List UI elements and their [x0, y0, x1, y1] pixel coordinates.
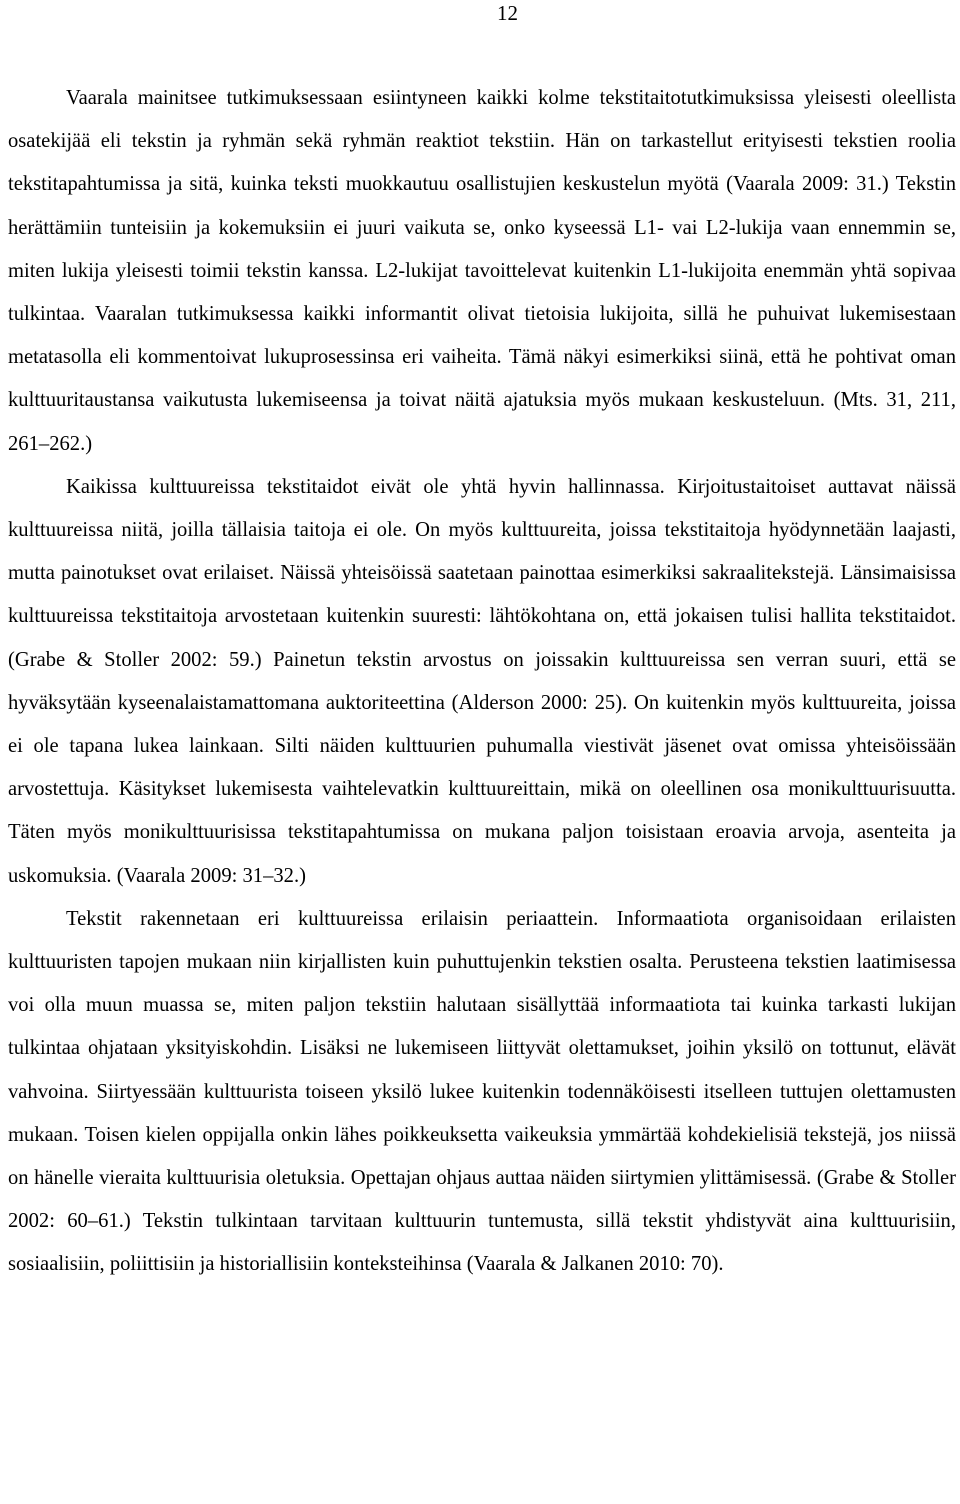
paragraph-3: Tekstit rakennetaan eri kulttuureissa erilaisin periaattein. Informaatiota organisoidaan erilaisten kulttuuristen tapojen mukaan niin kirjallisten kuin puhuttujenkin tekstien osalta. Perusteena tekstien laatimisessa voi olla muun muassa se, miten paljon tekstiin halutaan sisällyttää informaatiota tai kuinka tarkasti lukijan tulkintaa ohjataan yksityiskohdin. Lisäksi ne lukemiseen liittyvät olettamukset, joihin yksilö on tottunut, elävät vahvoina. Siirtyessään kulttuurista toiseen yksilö lukee kuitenkin todennäköisesti itselleen tuttujen olettamusten mukaan. Toisen kielen oppijalla onkin lähes poikkeuksetta vaikeuksia ymmärtää kohdekielisiä tekstejä, jos niissä on hänelle vieraita kulttuurisia oletuksia. Opettajan ohjaus auttaa näiden siirtymien ylittämisessä. (Grabe & Stoller 2002: 60–61.) Tekstin tulkintaan tarvitaan kulttuurin tuntemusta, sillä tekstit yhdistyvät aina kulttuurisiin, sosiaalisiin, poliittisiin ja historiallisiin konteksteihinsa (Vaarala & Jalkanen 2010: 70).	[8, 907, 956, 1276]
paragraph-2: Kaikissa kulttuureissa tekstitaidot eivät ole yhtä hyvin hallinnassa. Kirjoitustaitoiset auttavat näissä kulttuureissa niitä, joilla tällaisia taitoja ei ole. On myös kulttuureita, joissa tekstitaitoja hyödynnetään laajasti, mutta painotukset ovat erilaiset. Näissä yhteisöissä saatetaan painottaa esimerkiksi sakraalitekstejä. Länsimaisissa kulttuureissa tekstitaitoja arvostetaan kuitenkin suuresti: lähtökohtana on, että jokaisen tulisi hallita tekstitaidot. (Grabe & Stoller 2002: 59.) Painetun tekstin arvostus on joissakin kulttuureissa sen verran suuri, että se hyväksytään kyseenalaistamattomana auktoriteettina (Alderson 2000: 25). On kuitenkin myös kulttuureita, joissa ei ole tapana lukea lainkaan. Silti näiden kulttuurien puhumalla viestivät jäsenet ovat omissa yhteisöissään arvostettuja. Käsitykset lukemisesta vaihtelevatkin kulttuureittain, mikä on oleellinen osa monikulttuurisuutta. Täten myös monikulttuurisissa tekstitapahtumissa on mukana paljon toisistaan eroavia arvoja, asenteita ja uskomuksia. (Vaarala 2009: 31–32.)	[8, 475, 956, 887]
body-text	[8, 77, 956, 1287]
page-number: 12	[497, 1, 518, 25]
paragraph-1: Vaarala mainitsee tutkimuksessaan esiintyneen kaikki kolme tekstitaitotutkimuksissa yleisesti oleellista osatekijää eli tekstin ja ryhmän sekä ryhmän reaktiot tekstiin. Hän on tarkastellut erityisesti tekstien roolia tekstitapahtumissa ja sitä, kuinka teksti muokkautuu osallistujien keskustelun myötä (Vaarala 2009: 31.) Tekstin herättämiin tunteisiin ja kokemuksiin ei juuri vaikuta se, onko kyseessä L1- vai L2-lukija vaan ennemmin se, miten lukija yleisesti toimii tekstin kanssa. L2-lukijat tavoittelevat kuitenkin L1-lukijoita enemmän yhtä sopivaa tulkintaa. Vaaralan tutkimuksessa kaikki informantit olivat tietoisia lukijoita, sillä he puhuivat lukemisestaan metatasolla eli kommentoivat lukuprosessinsa eri vaiheita. Tämä näkyi esimerkiksi siinä, että he pohtivat oman kulttuuritaustansa vaikutusta lukemiseensa ja toivat näitä ajatuksia myös mukaan keskusteluun. (Mts. 31, 211, 261–262.)	[8, 87, 956, 455]
